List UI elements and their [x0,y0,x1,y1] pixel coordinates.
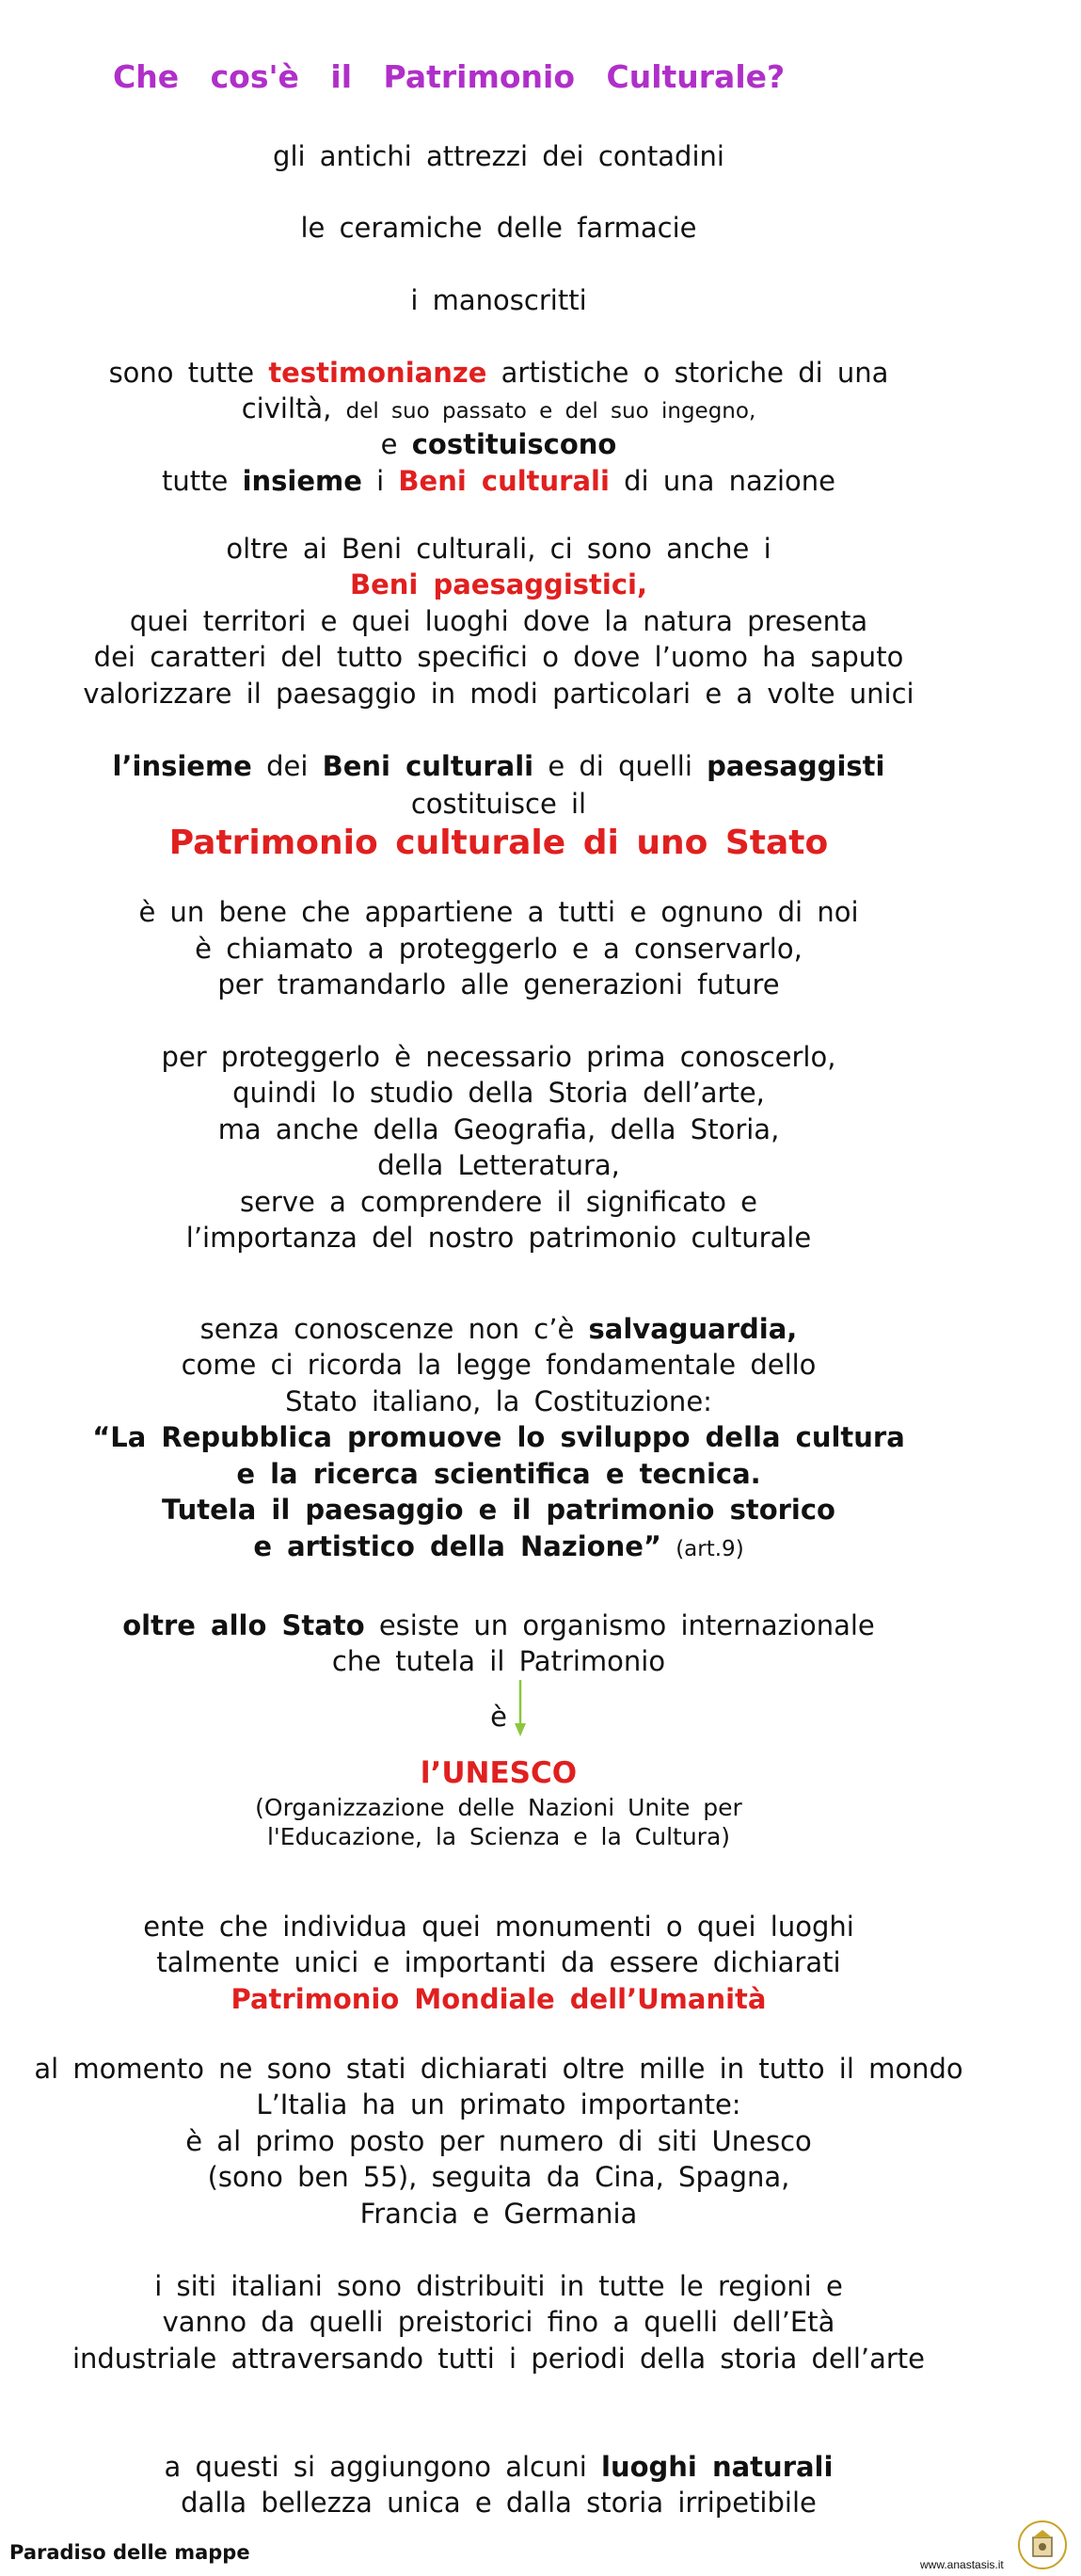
text-line: per tramandarlo alle generazioni future [217,968,780,1000]
text-line: è [490,1701,507,1733]
text-line: (sono ben 55), seguita da Cina, Spagna, [207,2161,790,2193]
anastasis-logo-icon [1016,2519,1069,2571]
text-span: a questi si aggiungono alcuni [164,2451,587,2483]
text-line: industriale attraversando tutti i periodi della storia dell’arte [72,2343,926,2375]
text-line: le ceramiche delle farmacie [300,212,697,244]
text-line: quei territori e quei luoghi dove la natura presenta [129,605,868,637]
text-span-small: del suo passato e del suo ingegno, [345,399,756,424]
bold-luoghi-naturali: luoghi naturali [601,2451,834,2483]
footer-website: www.anastasis.it [920,2558,1004,2571]
text-line: quindi lo studio della Storia dell’arte, [232,1077,765,1109]
text-line [0,749,997,783]
text-span: senza conoscenze non c’è [199,1313,575,1345]
text-span: artistiche o storiche di una [501,357,889,389]
text-line: come ci ricorda la legge fondamentale dello [181,1349,817,1381]
article-reference: (art.9) [676,1537,744,1561]
bold-beni-culturali: Beni culturali [322,750,534,782]
text-line: l’importanza del nostro patrimonio culturale [185,1222,812,1254]
highlight-beni-culturali: Beni culturali [398,465,610,497]
text-line: ma anche della Geografia, della Storia, [217,1113,780,1145]
text-line: vanno da quelli preistorici fino a quelli dell’Età [162,2306,835,2338]
text-span: esiste un organismo internazionale [378,1609,875,1641]
text-line: (Organizzazione delle Nazioni Unite per [255,1794,742,1821]
bold-insieme: l’insieme [112,750,252,782]
text-span: dei [266,750,309,782]
footer-brand: Paradiso delle mappe [9,2541,250,2564]
bold-paesaggisti: paesaggisti [707,750,885,782]
text-line: oltre ai Beni culturali, ci sono anche i [226,533,771,565]
text-line: L’Italia ha un primato importante: [256,2088,741,2120]
highlight-unesco: l’UNESCO [420,1756,578,1790]
text-line: è un bene che appartiene a tutti e ognuno di noi [138,896,859,928]
bold-insieme: insieme [242,465,362,497]
text-line: serve a comprendere il significato e [239,1186,758,1218]
text-span: civiltà, [241,392,332,424]
text-line [0,392,997,428]
bold-salvaguardia: salvaguardia, [588,1313,798,1345]
constitution-quote-line: e artistico della Nazione” [253,1530,661,1562]
constitution-quote-line: “La Repubblica promuove lo sviluppo della cultura [92,1421,905,1453]
text-line: costituisce il [410,788,587,820]
text-line: della Letteratura, [377,1149,620,1181]
text-line [0,2450,997,2484]
text-line [0,1608,997,1642]
text-line: che tutela il Patrimonio [331,1645,666,1677]
text-line [0,1312,997,1346]
text-line [0,464,997,498]
text-line: i manoscritti [410,284,587,316]
page-title: Che cos'è il Patrimonio Culturale? [113,58,786,95]
text-span: di una nazione [624,465,835,497]
text-line: è al primo posto per numero di siti Unesco [185,2125,812,2157]
highlight-testimonianze: testimonianze [268,357,487,389]
constitution-quote-line: Tutela il paesaggio e il patrimonio storico [162,1494,835,1526]
text-line [0,1529,997,1566]
constitution-quote-line: e la ricerca scientifica e tecnica. [236,1458,761,1490]
text-line: è chiamato a proteggerlo e a conservarlo, [195,933,803,965]
text-line [0,427,997,461]
text-line: Francia e Germania [359,2198,638,2230]
bold-oltre-allo-stato: oltre allo Stato [122,1609,365,1641]
text-span: i [376,465,385,497]
highlight-patrimonio-mondiale: Patrimonio Mondiale dell’Umanità [231,1983,767,2015]
text-span: tutte [162,465,229,497]
text-span: sono tutte [108,357,255,389]
text-line: ente che individua quei monumenti o quei luoghi [143,1911,854,1943]
text-line: l'Educazione, la Scienza e la Cultura) [266,1823,731,1850]
text-line [0,356,997,390]
highlight-beni-paesaggistici: Beni paesaggistici, [350,568,647,600]
text-line: Stato italiano, la Costituzione: [285,1385,712,1417]
text-line: talmente unici e importanti da essere dichiarati [156,1946,841,1978]
text-line: i siti italiani sono distribuiti in tutte le regioni e [154,2270,843,2302]
text-span: e [380,428,398,460]
text-line: gli antichi attrezzi dei contadini [273,140,724,172]
text-span: e di quelli [548,750,692,782]
highlight-patrimonio-culturale: Patrimonio culturale di uno Stato [168,824,829,862]
text-line: per proteggerlo è necessario prima conoscerlo, [161,1041,836,1073]
text-line: al momento ne sono stati dichiarati oltre mille in tutto il mondo [34,2053,963,2085]
text-line: dei caratteri del tutto specifici o dove l’uomo ha saputo [93,641,904,673]
text-line: dalla bellezza unica e dalla storia irripetibile [181,2487,817,2519]
bold-costituiscono: costituiscono [411,428,617,460]
text-line: valorizzare il paesaggio in modi particolari e a volte unici [83,678,914,710]
